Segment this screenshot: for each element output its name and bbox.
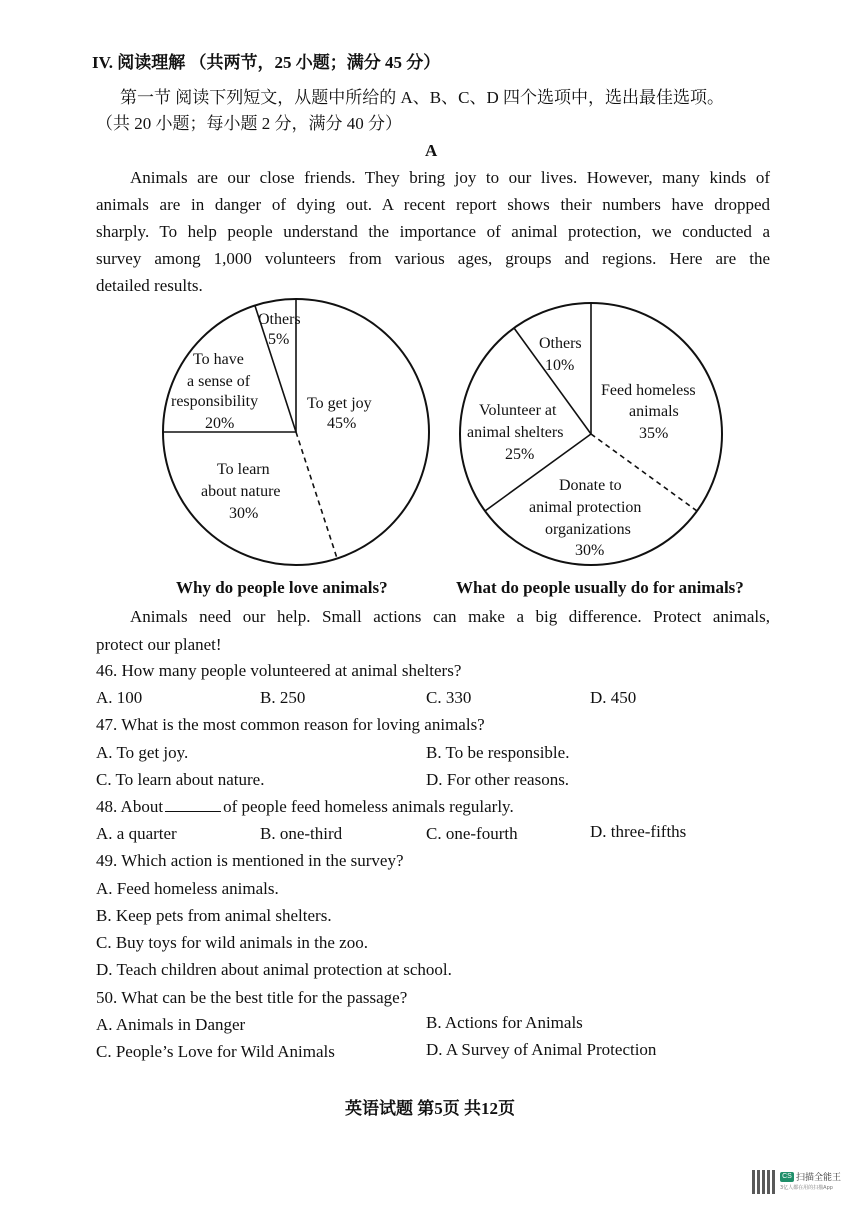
- slice-label-feed-3: 35%: [639, 425, 669, 442]
- slice-label-donate-1: Donate to: [559, 477, 622, 494]
- q49-option-a[interactable]: A. Feed homeless animals.: [96, 879, 279, 898]
- q50-option-d[interactable]: D. A Survey of Animal Protection: [426, 1040, 657, 1059]
- slice-label-resp-2: a sense of: [187, 373, 251, 390]
- part-instruction: 第一节 阅读下列短文，从题中所给的 A、B、C、D 四个选项中，选出最佳选项。: [120, 88, 724, 107]
- chart-1-title: Why do people love animals?: [176, 578, 388, 597]
- slice-label-feed-1: Feed homeless: [601, 382, 696, 399]
- slice-label-volunteer-2: animal shelters: [467, 424, 564, 441]
- q50-option-b[interactable]: B. Actions for Animals: [426, 1013, 583, 1032]
- closing-line-2: protect our planet!: [96, 635, 222, 654]
- q46-option-c[interactable]: C. 330: [426, 688, 472, 707]
- q46-option-b[interactable]: B. 250: [260, 688, 306, 707]
- question-48-stem: [96, 796, 514, 818]
- q48-stem-end: of people feed homeless animals regularly.: [223, 797, 514, 816]
- slice-label-learn-1: To learn: [217, 461, 270, 478]
- slice-label-feed-2: animals: [629, 403, 679, 420]
- pie-chart-love-animals: [155, 298, 445, 570]
- passage-letter: A: [425, 141, 438, 160]
- slice-label-others-1: Others: [539, 335, 582, 352]
- passage-line-1: Animals are our close friends. They bring joy to our lives. However, many kinds of: [130, 168, 770, 187]
- camscanner-logo-icon: CS: [780, 1172, 794, 1182]
- slice-label-donate-4: 30%: [575, 542, 605, 559]
- slice-label-volunteer-3: 25%: [505, 446, 535, 463]
- slice-divider: [296, 432, 337, 559]
- q48-stem-start: 48. About: [96, 797, 164, 816]
- pie-chart-actions: [455, 298, 735, 570]
- q47-option-a[interactable]: A. To get joy.: [96, 743, 189, 762]
- slice-label-joy-1: To get joy: [307, 395, 372, 412]
- slice-label-learn-2: about nature: [201, 483, 281, 500]
- q48-option-b[interactable]: B. one-third: [260, 824, 343, 843]
- question-47-stem: 47. What is the most common reason for loving animals?: [96, 715, 485, 734]
- slice-label-learn-3: 30%: [229, 505, 259, 522]
- q50-option-a[interactable]: A. Animals in Danger: [96, 1015, 246, 1034]
- passage-line-5: detailed results.: [96, 276, 203, 295]
- question-46-stem: 46. How many people volunteered at animal shelters?: [96, 661, 462, 680]
- q48-option-d[interactable]: D. three-fifths: [590, 822, 687, 841]
- slice-label-resp-4: 20%: [205, 415, 235, 432]
- qr-code-icon: [752, 1170, 776, 1194]
- q49-option-c[interactable]: C. Buy toys for wild animals in the zoo.: [96, 933, 368, 952]
- closing-line-1: Animals need our help. Small actions can make a big difference. Protect animals,: [130, 607, 770, 626]
- slice-label-resp-3: responsibility: [171, 393, 259, 410]
- question-50-stem: 50. What can be the best title for the passage?: [96, 988, 408, 1007]
- q47-option-d[interactable]: D. For other reasons.: [426, 770, 570, 789]
- q49-option-d[interactable]: D. Teach children about animal protection at school.: [96, 960, 452, 979]
- scanner-app-tagline: 3亿人都在用的扫描App: [780, 1185, 833, 1191]
- q49-option-b[interactable]: B. Keep pets from animal shelters.: [96, 906, 332, 925]
- q48-option-c[interactable]: C. one-fourth: [426, 824, 518, 843]
- q47-option-c[interactable]: C. To learn about nature.: [96, 770, 265, 789]
- slice-label-resp-1: To have: [193, 351, 244, 368]
- passage-line-2: animals are in danger of dying out. A recent report shows their numbers have dropped: [96, 195, 770, 214]
- scanner-app-name: 扫描全能王: [796, 1173, 842, 1183]
- slice-label-others-2: 5%: [268, 331, 290, 348]
- slice-label-donate-3: organizations: [545, 521, 631, 538]
- question-49-stem: 49. Which action is mentioned in the survey?: [96, 851, 404, 870]
- slice-label-others-2: 10%: [545, 357, 575, 374]
- passage-line-3: sharply. To help people understand the importance of animal protection, we conducted a: [96, 222, 770, 241]
- slice-label-volunteer-1: Volunteer at: [479, 402, 557, 419]
- q47-option-b[interactable]: B. To be responsible.: [426, 743, 570, 762]
- q46-option-a[interactable]: A. 100: [96, 688, 143, 707]
- q50-option-c[interactable]: C. People’s Love for Wild Animals: [96, 1042, 335, 1061]
- q48-option-a[interactable]: A. a quarter: [96, 824, 177, 843]
- slice-label-joy-2: 45%: [327, 415, 357, 432]
- q46-option-d[interactable]: D. 450: [590, 688, 637, 707]
- page-footer: 英语试题 第5页 共12页: [345, 1099, 515, 1118]
- part-scoring: （共 20 小题；每小题 2 分，满分 40 分）: [96, 114, 402, 133]
- slice-label-donate-2: animal protection: [529, 499, 642, 516]
- answer-blank: [165, 797, 221, 812]
- passage-line-4: survey among 1,000 volunteers from various ages, groups and regions. Here are the: [96, 249, 770, 268]
- chart-2-title: What do people usually do for animals?: [456, 578, 744, 597]
- section-title: IV. 阅读理解 （共两节，25 小题；满分 45 分）: [92, 53, 441, 72]
- slice-label-others-1: Others: [258, 311, 301, 328]
